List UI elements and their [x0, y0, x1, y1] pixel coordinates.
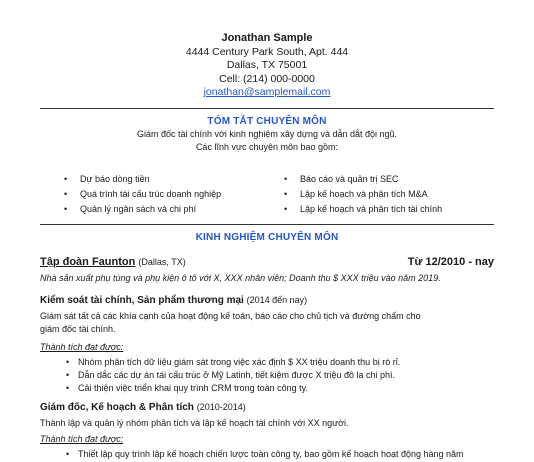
- list-item: • Lập kế hoạch và phân tích M&A: [278, 187, 442, 202]
- skills-list-right: [278, 172, 442, 217]
- role-title: Kiểm soát tài chính, Sản phẩm thương mại: [40, 295, 244, 306]
- company-location: (Dallas, TX): [138, 257, 186, 267]
- achievements-list: [40, 356, 500, 395]
- list-item: • Quá trình tái cấu trúc doanh nghiệp: [58, 187, 221, 202]
- summary-text: [0, 128, 534, 153]
- divider-middle: [40, 224, 494, 225]
- list-item: • Dẫn dắc các dự án tái cấu trúc ở Mỹ Latinh, tiết kiệm được X triệu đô la chi phí.: [40, 369, 500, 382]
- list-item: • Nhóm phân tích dữ liệu giám sát trong việc xác định $ XX triệu doanh thu bị rò rỉ.: [40, 356, 500, 369]
- employment-dates: Từ 12/2010 - nay: [407, 256, 494, 268]
- company-description: Nhà sản xuất phụ tùng và phụ kiện ô tô với X, XXX nhân viên; Doanh thu $ XXX triệu vào năm 2019.: [40, 273, 441, 283]
- divider-top: [40, 108, 494, 109]
- achievements-label: Thành tích đạt được:: [40, 342, 124, 352]
- summary-heading: TÓM TẮT CHUYÊN MÔN: [207, 116, 327, 127]
- candidate-name: Jonathan Sample: [221, 32, 313, 44]
- role-dates: (2010-2014): [196, 402, 246, 412]
- role-heading: [40, 295, 307, 306]
- address-line-1: 4444 Century Park South, Apt. 444: [185, 45, 349, 58]
- role-description-line-2: giám đốc tài chính.: [40, 323, 116, 334]
- summary-line-1: Giám đốc tài chính với kinh nghiệm xây dựng và dẫn dắt đội ngũ.: [136, 129, 398, 139]
- list-item: • Quản lý ngân sách và chi phí: [58, 202, 221, 217]
- experience-heading: KINH NGHIỆM CHUYÊN MÔN: [195, 232, 339, 243]
- address-line-2: Dallas, TX 75001: [226, 59, 308, 71]
- summary-line-2: Các lĩnh vực chuyên môn bao gồm:: [195, 141, 339, 152]
- list-item: • Lập kế hoạch và phân tích tài chính: [278, 202, 442, 217]
- role-description-line-1: Thành lập và quản lý nhóm phân tích và lập kế hoạch tài chính với XX người.: [40, 418, 349, 428]
- list-item: • Cải thiện việc triển khai quy trình CRM trong toàn công ty.: [40, 382, 500, 395]
- company-line: [40, 256, 186, 268]
- phone-number: Cell: (214) 000-0000: [219, 72, 315, 85]
- list-item: • Dự báo dòng tiền: [58, 172, 221, 187]
- achievements-label: Thành tích đạt được:: [40, 434, 124, 444]
- list-item: • Thiết lập quy trình lập kế hoạch chiến lược toàn công ty, bao gồm kế hoạch hoạt động hàng năm: [40, 448, 500, 461]
- role-dates: (2014 đến nay): [246, 295, 308, 305]
- list-item: • Báo cáo và quản trị SEC: [278, 172, 442, 187]
- skills-list-left: [58, 172, 221, 217]
- company-name: Tập đoàn Faunton: [40, 256, 136, 268]
- contact-header: [0, 32, 534, 100]
- role-description-line-1: Giám sát tất cả các khía cạnh của hoạt động kế toán, báo cáo cho chủ tịch và đường chấm cho: [40, 311, 421, 321]
- achievements-list: [40, 448, 500, 461]
- role-description: [40, 417, 470, 430]
- email-link[interactable]: jonathan@samplemail.com: [203, 86, 331, 98]
- role-heading: [40, 402, 246, 413]
- role-title: Giám đốc, Kế hoạch & Phân tích: [40, 402, 194, 413]
- role-description: [40, 310, 470, 335]
